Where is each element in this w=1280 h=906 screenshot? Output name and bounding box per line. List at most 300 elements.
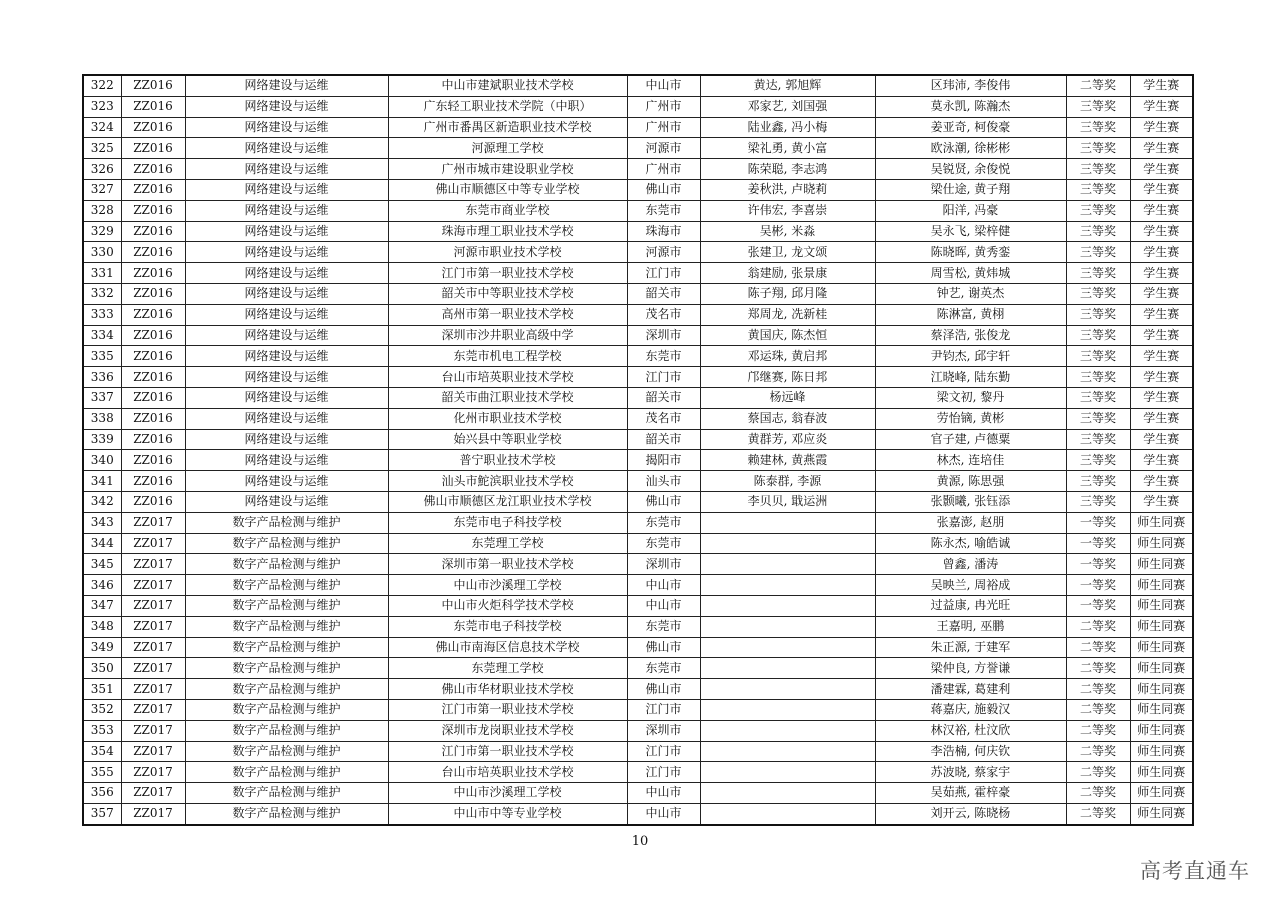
- event-name-cell: 网络建设与运维: [185, 117, 388, 138]
- city-cell: 江门市: [627, 367, 700, 388]
- award-level-cell: 二等奖: [1066, 720, 1130, 741]
- event-name-cell: 网络建设与运维: [185, 242, 388, 263]
- city-cell: 韶关市: [627, 283, 700, 304]
- table-row: [83, 138, 1193, 159]
- instructors-cell: [700, 762, 875, 783]
- school-name-cell: 佛山市华材职业技术学校: [388, 679, 627, 700]
- school-name-cell: 东莞市商业学校: [388, 200, 627, 221]
- award-level-cell: 二等奖: [1066, 783, 1130, 804]
- competition-type-cell: 学生赛: [1130, 159, 1193, 180]
- serial-number-cell: 351: [83, 679, 121, 700]
- table-row: [83, 325, 1193, 346]
- contestants-cell: 钟艺, 谢英杰: [875, 283, 1066, 304]
- award-level-cell: 三等奖: [1066, 117, 1130, 138]
- school-name-cell: 中山市建斌职业技术学校: [388, 75, 627, 96]
- instructors-cell: [700, 741, 875, 762]
- serial-number-cell: 346: [83, 575, 121, 596]
- serial-number-cell: 335: [83, 346, 121, 367]
- instructors-cell: 郑周龙, 冼新桂: [700, 304, 875, 325]
- city-cell: 中山市: [627, 595, 700, 616]
- event-name-cell: 数字产品检测与维护: [185, 533, 388, 554]
- contestants-cell: 吴茹燕, 霍梓豪: [875, 783, 1066, 804]
- event-code-cell: ZZ016: [121, 263, 185, 284]
- table-row: [83, 637, 1193, 658]
- contestants-cell: 周雪松, 黄炜城: [875, 263, 1066, 284]
- contestants-cell: 吴永飞, 梁梓健: [875, 221, 1066, 242]
- instructors-cell: 邝继赛, 陈日邦: [700, 367, 875, 388]
- table-row: [83, 533, 1193, 554]
- table-row: [83, 179, 1193, 200]
- competition-type-cell: 学生赛: [1130, 242, 1193, 263]
- competition-type-cell: 师生同赛: [1130, 720, 1193, 741]
- instructors-cell: [700, 533, 875, 554]
- city-cell: 茂名市: [627, 304, 700, 325]
- contestants-cell: 区玮沛, 李俊伟: [875, 75, 1066, 96]
- contestants-cell: 梁仲良, 方誉谦: [875, 658, 1066, 679]
- competition-type-cell: 师生同赛: [1130, 512, 1193, 533]
- table-row: [83, 679, 1193, 700]
- table-row: [83, 346, 1193, 367]
- instructors-cell: 蔡国志, 翁春波: [700, 408, 875, 429]
- serial-number-cell: 328: [83, 200, 121, 221]
- event-name-cell: 网络建设与运维: [185, 491, 388, 512]
- event-code-cell: ZZ017: [121, 741, 185, 762]
- serial-number-cell: 353: [83, 720, 121, 741]
- city-cell: 东莞市: [627, 658, 700, 679]
- school-name-cell: 韶关市中等职业技术学校: [388, 283, 627, 304]
- city-cell: 中山市: [627, 575, 700, 596]
- award-level-cell: 一等奖: [1066, 575, 1130, 596]
- table-row: [83, 96, 1193, 117]
- contestants-cell: 陈晓晖, 黄秀銮: [875, 242, 1066, 263]
- school-name-cell: 汕头市鮀滨职业技术学校: [388, 471, 627, 492]
- award-level-cell: 一等奖: [1066, 533, 1130, 554]
- award-level-cell: 一等奖: [1066, 512, 1130, 533]
- event-name-cell: 网络建设与运维: [185, 367, 388, 388]
- contestants-cell: 张颢曦, 张钰添: [875, 491, 1066, 512]
- contestants-cell: 潘建霖, 葛建利: [875, 679, 1066, 700]
- competition-type-cell: 学生赛: [1130, 138, 1193, 159]
- competition-type-cell: 学生赛: [1130, 96, 1193, 117]
- award-level-cell: 二等奖: [1066, 616, 1130, 637]
- contestants-cell: 李浩楠, 何庆钦: [875, 741, 1066, 762]
- event-name-cell: 网络建设与运维: [185, 179, 388, 200]
- instructors-cell: [700, 595, 875, 616]
- city-cell: 中山市: [627, 803, 700, 824]
- award-level-cell: 三等奖: [1066, 387, 1130, 408]
- table-row: [83, 283, 1193, 304]
- instructors-cell: 邓运珠, 黄启邦: [700, 346, 875, 367]
- instructors-cell: 翁建励, 张景康: [700, 263, 875, 284]
- event-name-cell: 网络建设与运维: [185, 96, 388, 117]
- school-name-cell: 东莞理工学校: [388, 658, 627, 679]
- table-row: [83, 783, 1193, 804]
- contestants-cell: 吴锐贤, 余俊悦: [875, 159, 1066, 180]
- results-table: [82, 74, 1194, 826]
- event-code-cell: ZZ017: [121, 575, 185, 596]
- event-name-cell: 数字产品检测与维护: [185, 699, 388, 720]
- award-level-cell: 三等奖: [1066, 471, 1130, 492]
- event-name-cell: 数字产品检测与维护: [185, 803, 388, 824]
- city-cell: 东莞市: [627, 616, 700, 637]
- award-level-cell: 二等奖: [1066, 679, 1130, 700]
- serial-number-cell: 327: [83, 179, 121, 200]
- award-level-cell: 三等奖: [1066, 429, 1130, 450]
- table-row: [83, 242, 1193, 263]
- school-name-cell: 广州市番禺区新造职业技术学校: [388, 117, 627, 138]
- event-name-cell: 网络建设与运维: [185, 325, 388, 346]
- results-table-body: [83, 75, 1193, 825]
- event-name-cell: 网络建设与运维: [185, 429, 388, 450]
- competition-type-cell: 师生同赛: [1130, 783, 1193, 804]
- event-code-cell: ZZ017: [121, 616, 185, 637]
- serial-number-cell: 322: [83, 75, 121, 96]
- instructors-cell: 黄国庆, 陈杰恒: [700, 325, 875, 346]
- table-row: [83, 616, 1193, 637]
- contestants-cell: 莫永凯, 陈瀚杰: [875, 96, 1066, 117]
- school-name-cell: 江门市第一职业技术学校: [388, 741, 627, 762]
- competition-type-cell: 师生同赛: [1130, 699, 1193, 720]
- competition-type-cell: 师生同赛: [1130, 575, 1193, 596]
- school-name-cell: 东莞市电子科技学校: [388, 512, 627, 533]
- event-code-cell: ZZ016: [121, 221, 185, 242]
- event-name-cell: 数字产品检测与维护: [185, 658, 388, 679]
- school-name-cell: 广州市城市建设职业学校: [388, 159, 627, 180]
- award-level-cell: 二等奖: [1066, 762, 1130, 783]
- school-name-cell: 化州市职业技术学校: [388, 408, 627, 429]
- event-code-cell: ZZ017: [121, 699, 185, 720]
- event-code-cell: ZZ016: [121, 429, 185, 450]
- award-level-cell: 三等奖: [1066, 450, 1130, 471]
- competition-type-cell: 学生赛: [1130, 387, 1193, 408]
- event-name-cell: 数字产品检测与维护: [185, 616, 388, 637]
- contestants-cell: 江晓峰, 陆东勤: [875, 367, 1066, 388]
- table-row: [83, 491, 1193, 512]
- award-level-cell: 三等奖: [1066, 367, 1130, 388]
- event-code-cell: ZZ017: [121, 762, 185, 783]
- city-cell: 河源市: [627, 138, 700, 159]
- city-cell: 茂名市: [627, 408, 700, 429]
- award-level-cell: 三等奖: [1066, 408, 1130, 429]
- city-cell: 广州市: [627, 96, 700, 117]
- event-code-cell: ZZ017: [121, 679, 185, 700]
- award-level-cell: 三等奖: [1066, 200, 1130, 221]
- school-name-cell: 深圳市第一职业技术学校: [388, 554, 627, 575]
- award-level-cell: 三等奖: [1066, 138, 1130, 159]
- page-number: 10: [631, 834, 649, 849]
- event-name-cell: 网络建设与运维: [185, 408, 388, 429]
- city-cell: 深圳市: [627, 720, 700, 741]
- instructors-cell: [700, 512, 875, 533]
- table-row: [83, 117, 1193, 138]
- table-row: [83, 595, 1193, 616]
- table-row: [83, 720, 1193, 741]
- city-cell: 揭阳市: [627, 450, 700, 471]
- instructors-cell: 黄群芳, 邓应炎: [700, 429, 875, 450]
- competition-type-cell: 师生同赛: [1130, 658, 1193, 679]
- event-code-cell: ZZ016: [121, 75, 185, 96]
- event-code-cell: ZZ016: [121, 304, 185, 325]
- school-name-cell: 东莞理工学校: [388, 533, 627, 554]
- contestants-cell: 阳洋, 冯豪: [875, 200, 1066, 221]
- event-code-cell: ZZ016: [121, 96, 185, 117]
- award-level-cell: 二等奖: [1066, 637, 1130, 658]
- city-cell: 中山市: [627, 75, 700, 96]
- instructors-cell: 许伟宏, 李喜崇: [700, 200, 875, 221]
- city-cell: 佛山市: [627, 179, 700, 200]
- city-cell: 深圳市: [627, 554, 700, 575]
- serial-number-cell: 333: [83, 304, 121, 325]
- serial-number-cell: 338: [83, 408, 121, 429]
- competition-type-cell: 学生赛: [1130, 304, 1193, 325]
- serial-number-cell: 350: [83, 658, 121, 679]
- instructors-cell: [700, 637, 875, 658]
- contestants-cell: 陈永杰, 喻皓诚: [875, 533, 1066, 554]
- competition-type-cell: 学生赛: [1130, 491, 1193, 512]
- school-name-cell: 始兴县中等职业学校: [388, 429, 627, 450]
- instructors-cell: [700, 803, 875, 824]
- table-row: [83, 471, 1193, 492]
- competition-type-cell: 学生赛: [1130, 450, 1193, 471]
- event-name-cell: 数字产品检测与维护: [185, 741, 388, 762]
- competition-type-cell: 学生赛: [1130, 471, 1193, 492]
- serial-number-cell: 324: [83, 117, 121, 138]
- event-code-cell: ZZ017: [121, 783, 185, 804]
- event-name-cell: 数字产品检测与维护: [185, 575, 388, 596]
- table-row: [83, 762, 1193, 783]
- school-name-cell: 佛山市南海区信息技术学校: [388, 637, 627, 658]
- event-name-cell: 数字产品检测与维护: [185, 637, 388, 658]
- school-name-cell: 广东轻工职业技术学院（中职）: [388, 96, 627, 117]
- school-name-cell: 台山市培英职业技术学校: [388, 762, 627, 783]
- event-code-cell: ZZ016: [121, 491, 185, 512]
- award-level-cell: 二等奖: [1066, 803, 1130, 824]
- event-name-cell: 网络建设与运维: [185, 387, 388, 408]
- competition-type-cell: 学生赛: [1130, 200, 1193, 221]
- event-name-cell: 数字产品检测与维护: [185, 783, 388, 804]
- school-name-cell: 高州市第一职业技术学校: [388, 304, 627, 325]
- serial-number-cell: 337: [83, 387, 121, 408]
- serial-number-cell: 341: [83, 471, 121, 492]
- instructors-cell: 杨远峰: [700, 387, 875, 408]
- table-row: [83, 803, 1193, 824]
- event-code-cell: ZZ016: [121, 367, 185, 388]
- serial-number-cell: 331: [83, 263, 121, 284]
- event-code-cell: ZZ017: [121, 533, 185, 554]
- contestants-cell: 梁仕途, 黄子翔: [875, 179, 1066, 200]
- contestants-cell: 吴映兰, 周裕成: [875, 575, 1066, 596]
- contestants-cell: 林汉裕, 杜汶欣: [875, 720, 1066, 741]
- event-name-cell: 数字产品检测与维护: [185, 720, 388, 741]
- serial-number-cell: 344: [83, 533, 121, 554]
- instructors-cell: [700, 783, 875, 804]
- contestants-cell: 曾鑫, 潘涛: [875, 554, 1066, 575]
- school-name-cell: 中山市火炬科学技术学校: [388, 595, 627, 616]
- city-cell: 广州市: [627, 159, 700, 180]
- award-level-cell: 三等奖: [1066, 304, 1130, 325]
- event-code-cell: ZZ017: [121, 658, 185, 679]
- event-code-cell: ZZ016: [121, 471, 185, 492]
- event-name-cell: 数字产品检测与维护: [185, 595, 388, 616]
- serial-number-cell: 334: [83, 325, 121, 346]
- award-level-cell: 三等奖: [1066, 221, 1130, 242]
- table-row: [83, 450, 1193, 471]
- competition-type-cell: 学生赛: [1130, 325, 1193, 346]
- event-code-cell: ZZ016: [121, 138, 185, 159]
- school-name-cell: 江门市第一职业技术学校: [388, 699, 627, 720]
- event-name-cell: 数字产品检测与维护: [185, 762, 388, 783]
- table-row: [83, 75, 1193, 96]
- event-name-cell: 数字产品检测与维护: [185, 554, 388, 575]
- event-name-cell: 网络建设与运维: [185, 283, 388, 304]
- award-level-cell: 三等奖: [1066, 283, 1130, 304]
- contestants-cell: 劳怡镝, 黄彬: [875, 408, 1066, 429]
- event-code-cell: ZZ016: [121, 283, 185, 304]
- instructors-cell: [700, 616, 875, 637]
- competition-type-cell: 学生赛: [1130, 75, 1193, 96]
- table-row: [83, 512, 1193, 533]
- instructors-cell: 邓家艺, 刘国强: [700, 96, 875, 117]
- award-level-cell: 三等奖: [1066, 325, 1130, 346]
- instructors-cell: [700, 699, 875, 720]
- competition-type-cell: 师生同赛: [1130, 762, 1193, 783]
- competition-type-cell: 学生赛: [1130, 221, 1193, 242]
- serial-number-cell: 356: [83, 783, 121, 804]
- award-level-cell: 二等奖: [1066, 699, 1130, 720]
- serial-number-cell: 326: [83, 159, 121, 180]
- competition-type-cell: 师生同赛: [1130, 554, 1193, 575]
- school-name-cell: 佛山市顺德区中等专业学校: [388, 179, 627, 200]
- competition-type-cell: 师生同赛: [1130, 637, 1193, 658]
- competition-type-cell: 师生同赛: [1130, 616, 1193, 637]
- event-code-cell: ZZ016: [121, 242, 185, 263]
- competition-type-cell: 学生赛: [1130, 408, 1193, 429]
- school-name-cell: 东莞市电子科技学校: [388, 616, 627, 637]
- city-cell: 东莞市: [627, 346, 700, 367]
- table-row: [83, 658, 1193, 679]
- table-row: [83, 221, 1193, 242]
- competition-type-cell: 师生同赛: [1130, 803, 1193, 824]
- contestants-cell: 刘开云, 陈晓杨: [875, 803, 1066, 824]
- serial-number-cell: 332: [83, 283, 121, 304]
- event-name-cell: 网络建设与运维: [185, 346, 388, 367]
- city-cell: 江门市: [627, 741, 700, 762]
- contestants-cell: 林杰, 连培佳: [875, 450, 1066, 471]
- school-name-cell: 河源理工学校: [388, 138, 627, 159]
- event-code-cell: ZZ017: [121, 554, 185, 575]
- event-code-cell: ZZ017: [121, 803, 185, 824]
- city-cell: 东莞市: [627, 200, 700, 221]
- event-code-cell: ZZ016: [121, 450, 185, 471]
- serial-number-cell: 348: [83, 616, 121, 637]
- table-row: [83, 554, 1193, 575]
- contestants-cell: 尹钧杰, 邱宇轩: [875, 346, 1066, 367]
- school-name-cell: 珠海市理工职业技术学校: [388, 221, 627, 242]
- event-code-cell: ZZ017: [121, 720, 185, 741]
- city-cell: 江门市: [627, 263, 700, 284]
- competition-type-cell: 学生赛: [1130, 283, 1193, 304]
- school-name-cell: 深圳市龙岗职业技术学校: [388, 720, 627, 741]
- school-name-cell: 江门市第一职业技术学校: [388, 263, 627, 284]
- event-name-cell: 网络建设与运维: [185, 75, 388, 96]
- city-cell: 佛山市: [627, 491, 700, 512]
- table-row: [83, 200, 1193, 221]
- instructors-cell: 陈泰群, 李源: [700, 471, 875, 492]
- contestants-cell: 梁文初, 黎丹: [875, 387, 1066, 408]
- event-name-cell: 网络建设与运维: [185, 138, 388, 159]
- event-code-cell: ZZ016: [121, 346, 185, 367]
- serial-number-cell: 340: [83, 450, 121, 471]
- event-name-cell: 网络建设与运维: [185, 263, 388, 284]
- school-name-cell: 中山市中等专业学校: [388, 803, 627, 824]
- instructors-cell: [700, 554, 875, 575]
- event-code-cell: ZZ016: [121, 200, 185, 221]
- serial-number-cell: 354: [83, 741, 121, 762]
- event-name-cell: 数字产品检测与维护: [185, 512, 388, 533]
- event-name-cell: 网络建设与运维: [185, 159, 388, 180]
- event-code-cell: ZZ016: [121, 325, 185, 346]
- contestants-cell: 王嘉明, 巫鹏: [875, 616, 1066, 637]
- contestants-cell: 苏波晓, 蔡家宇: [875, 762, 1066, 783]
- contestants-cell: 姜亚奇, 柯俊豪: [875, 117, 1066, 138]
- table-row: [83, 304, 1193, 325]
- award-level-cell: 三等奖: [1066, 263, 1130, 284]
- contestants-cell: 欧泳潮, 徐彬彬: [875, 138, 1066, 159]
- table-row: [83, 741, 1193, 762]
- contestants-cell: 张嘉澎, 赵朋: [875, 512, 1066, 533]
- contestants-cell: 黄源, 陈思强: [875, 471, 1066, 492]
- serial-number-cell: 355: [83, 762, 121, 783]
- competition-type-cell: 师生同赛: [1130, 741, 1193, 762]
- instructors-cell: 姜秋洪, 卢晓莉: [700, 179, 875, 200]
- instructors-cell: 陈荣聪, 李志鸿: [700, 159, 875, 180]
- event-name-cell: 网络建设与运维: [185, 471, 388, 492]
- award-level-cell: 三等奖: [1066, 179, 1130, 200]
- event-code-cell: ZZ016: [121, 408, 185, 429]
- school-name-cell: 普宁职业技术学校: [388, 450, 627, 471]
- contestants-cell: 官子建, 卢德粟: [875, 429, 1066, 450]
- instructors-cell: 陆业鑫, 冯小梅: [700, 117, 875, 138]
- table-row: [83, 263, 1193, 284]
- instructors-cell: 李贝贝, 戢运洲: [700, 491, 875, 512]
- event-code-cell: ZZ016: [121, 159, 185, 180]
- school-name-cell: 中山市沙溪理工学校: [388, 783, 627, 804]
- instructors-cell: [700, 658, 875, 679]
- event-name-cell: 网络建设与运维: [185, 304, 388, 325]
- city-cell: 佛山市: [627, 679, 700, 700]
- event-name-cell: 数字产品检测与维护: [185, 679, 388, 700]
- school-name-cell: 河源市职业技术学校: [388, 242, 627, 263]
- award-level-cell: 三等奖: [1066, 242, 1130, 263]
- event-code-cell: ZZ016: [121, 117, 185, 138]
- serial-number-cell: 342: [83, 491, 121, 512]
- competition-type-cell: 学生赛: [1130, 429, 1193, 450]
- competition-type-cell: 学生赛: [1130, 179, 1193, 200]
- serial-number-cell: 330: [83, 242, 121, 263]
- city-cell: 韶关市: [627, 429, 700, 450]
- event-name-cell: 网络建设与运维: [185, 221, 388, 242]
- serial-number-cell: 323: [83, 96, 121, 117]
- city-cell: 广州市: [627, 117, 700, 138]
- instructors-cell: [700, 679, 875, 700]
- city-cell: 珠海市: [627, 221, 700, 242]
- city-cell: 深圳市: [627, 325, 700, 346]
- serial-number-cell: 345: [83, 554, 121, 575]
- school-name-cell: 中山市沙溪理工学校: [388, 575, 627, 596]
- award-level-cell: 二等奖: [1066, 75, 1130, 96]
- event-code-cell: ZZ017: [121, 637, 185, 658]
- competition-type-cell: 师生同赛: [1130, 679, 1193, 700]
